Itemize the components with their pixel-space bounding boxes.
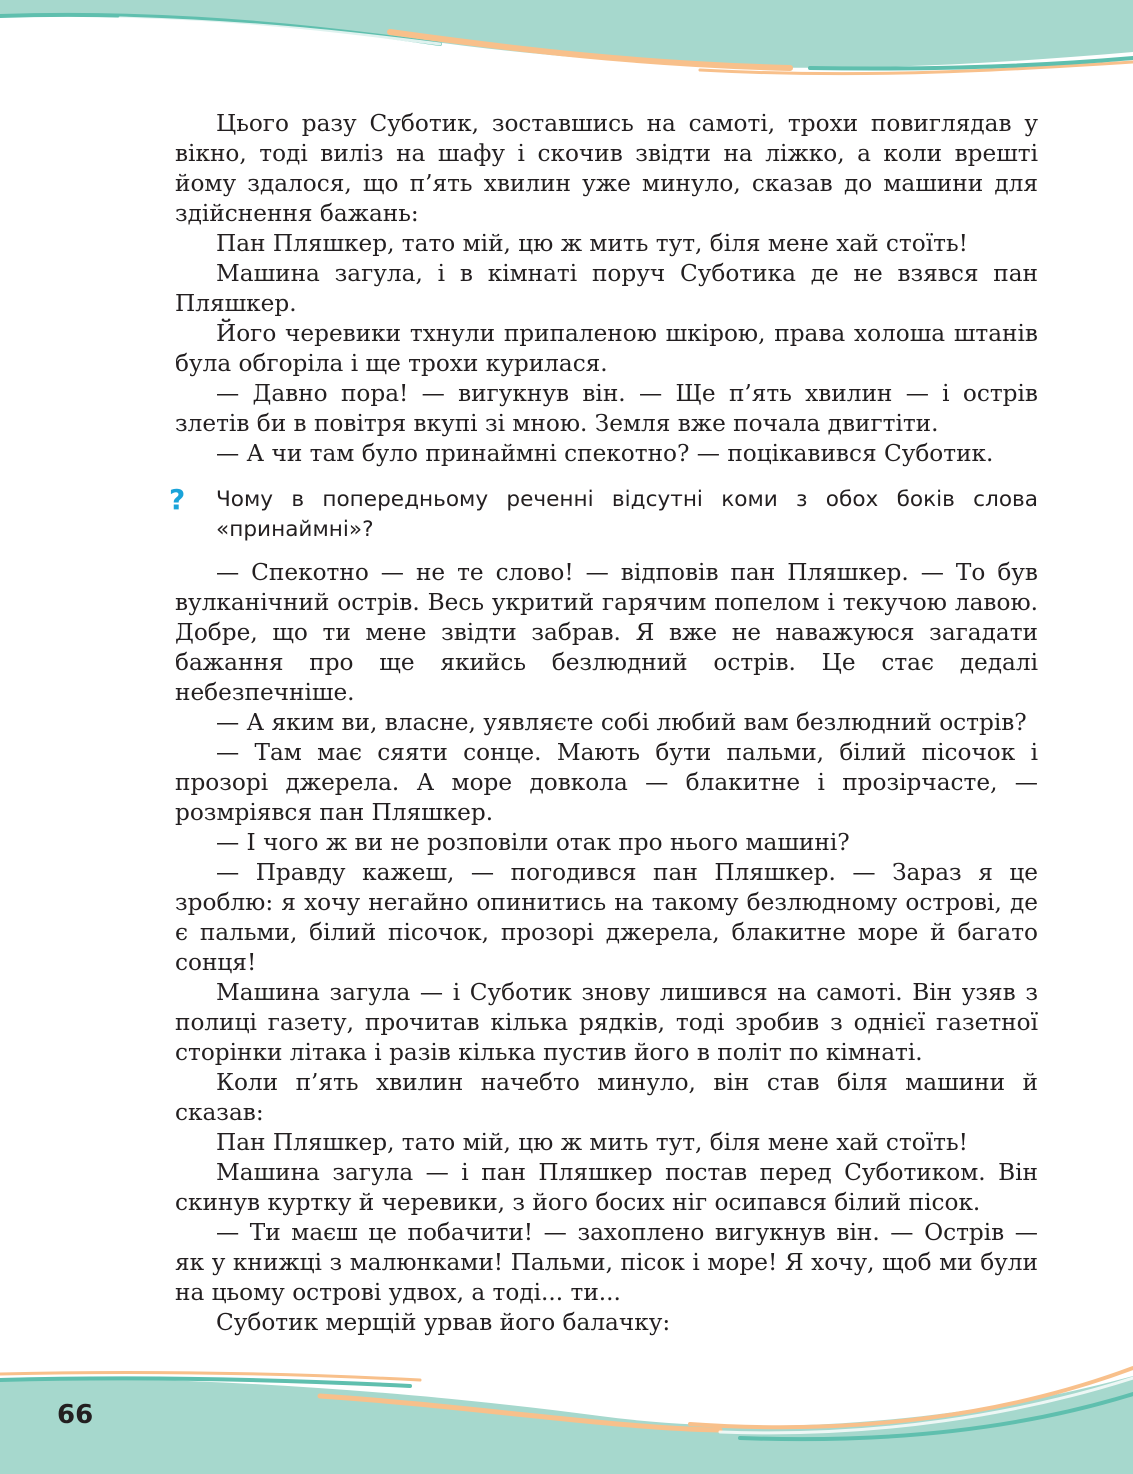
paragraph: Пан Пляшкер, тато мій, цю ж мить тут, біля мене хай стоїть! — [216, 1129, 968, 1156]
question-mark-icon: ? — [169, 483, 186, 516]
paragraph: — А яким ви, власне, уявляєте собі любий вам безлюдний острів? — [216, 709, 1027, 736]
paragraph: — Давно пора! — вигукнув він. — Ще п’ять хвилин — і острів злетів би в повітря вкупі зі мною. Земля вже почала двигтіти. — [175, 380, 1038, 437]
paragraph: Коли п’ять хвилин начебто минуло, він став біля машини й сказав: — [175, 1069, 1038, 1126]
paragraph: — Там має сяяти сонце. Мають бути пальми, білий пісочок і прозорі джерела. А море довкола — блакитне і прозірчасте, — розмріявся пан Пляшкер. — [175, 739, 1038, 826]
bottom-decorative-band — [0, 1354, 1133, 1474]
text-column — [169, 109, 1038, 1338]
paragraph: Машина загула — і Суботик знову лишився на самоті. Він узяв з полиці газету, прочитав кілька рядків, тоді зробив з однієї газетної сторінки літака і разів кілька пустив його в політ по кімнаті. — [175, 979, 1038, 1066]
paragraph: — А чи там було принаймні спекотно? — поцікавився Суботик. — [216, 440, 994, 467]
paragraph: Машина загула — і пан Пляшкер постав перед Суботиком. Він скинув куртку й черевики, з його босих ніг осипався білий пісок. — [175, 1159, 1038, 1216]
top-decorative-band — [0, 0, 1133, 90]
paragraph: — І чого ж ви не розповіли отак про нього машині? — [216, 829, 850, 856]
paragraph: Його черевики тхнули припаленою шкірою, права холоша штанів була обгоріла і ще трохи курилася. — [175, 320, 1038, 377]
question-text: Чому в попередньому реченні відсутні коми з обох боків слова «принаймні»? — [216, 487, 1038, 542]
paragraph: — Правду кажеш, — погодився пан Пляшкер. — Зараз я це зроблю: я хочу негайно опинитись на такому безлюдному острові, де є пальми, білий пісочок, прозорі джерела, блакитне море й багато сонця! — [175, 859, 1038, 976]
paragraph: Суботик мерщій урвав його балачку: — [216, 1309, 671, 1336]
paragraph: Машина загула, і в кімнаті поруч Суботика де не взявся пан Пляшкер. — [175, 260, 1038, 317]
question-block — [169, 483, 1038, 545]
paragraph: — Ти маєш це побачити! — захоплено вигукнув він. — Острів — як у книжці з малюнками! Пальми, пісок і море! Я хочу, щоб ми були на цьому острові удвох, а тоді... ти... — [175, 1219, 1038, 1306]
paragraph: — Спекотно — не те слово! — відповів пан Пляшкер. — То був вулканічний острів. Весь укритий гарячим попелом і текучою лавою. Добре, що ти мене звідти забрав. Я вже не наважуюся загадати бажання про ще якийсь безлюдний острів. Це стає дедалі небезпечніше. — [175, 559, 1038, 706]
page-number: 66 — [57, 1400, 94, 1430]
paragraph: Пан Пляшкер, тато мій, цю ж мить тут, біля мене хай стоїть! — [216, 230, 968, 257]
paragraph: Цього разу Суботик, зоставшись на самоті, трохи повиглядав у вікно, тоді виліз на шафу і скочив звідти на ліжко, а коли врешті йому здалося, що п’ять хвилин уже минуло, сказав до машини для здійснення бажань: — [175, 110, 1038, 227]
